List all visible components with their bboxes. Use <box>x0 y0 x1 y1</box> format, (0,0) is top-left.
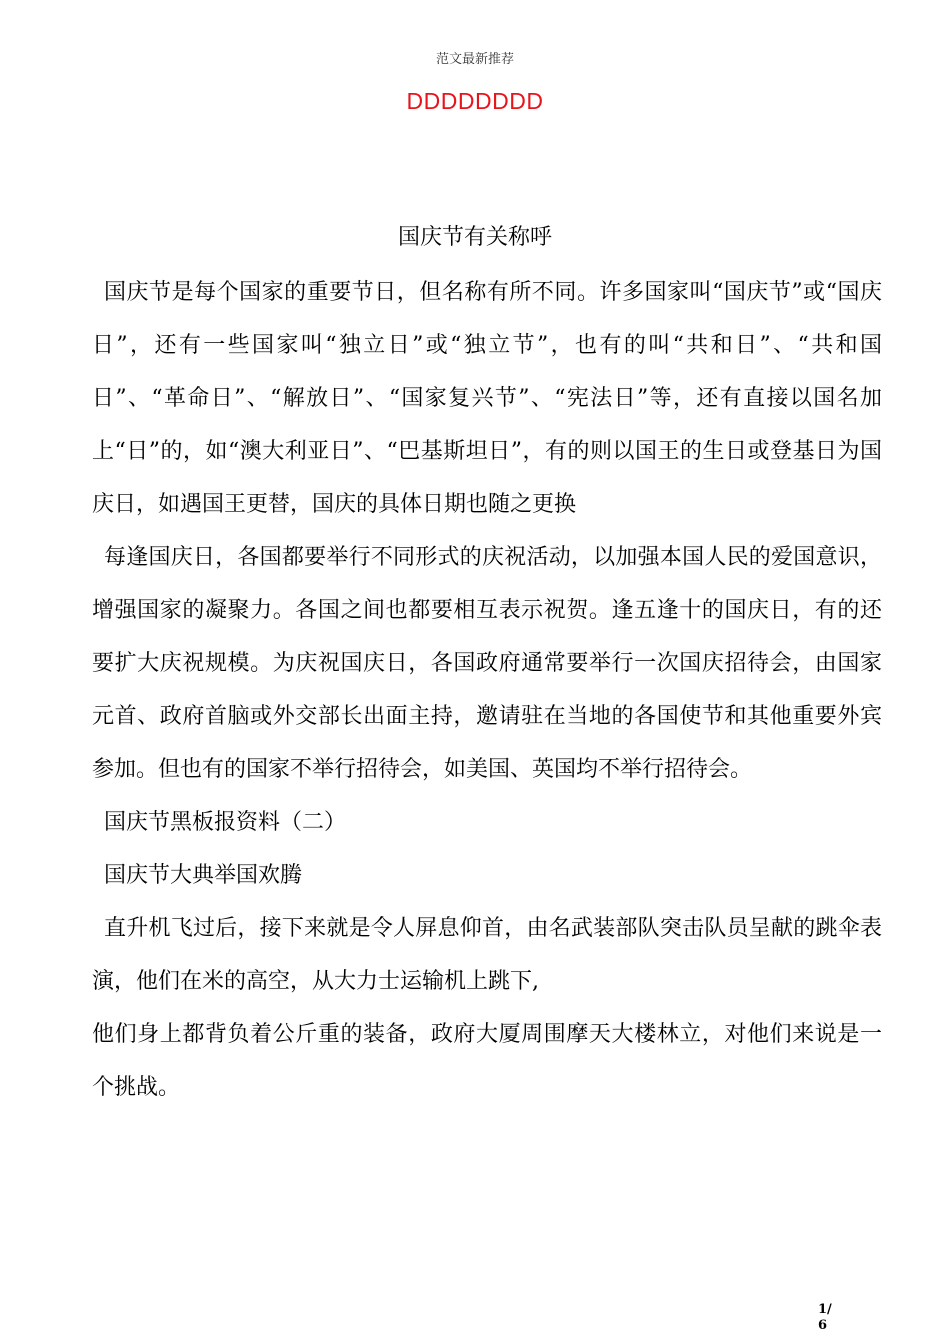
paragraph-national-day-names: 国庆节是每个国家的重要节日，但名称有所不同。许多国家叫“国庆节”或“国庆日”，还有一些国家叫“独立日”或“独立节”，也有的叫“共和日”、“共和国日”、“革命日”、“解放日”、“国家复兴节”、“宪法日”等，还有直接以国名加上“日”的，如“澳大利亚日”、“巴基斯坦日”，有的则以国王的生日或登基日为国庆日，如遇国王更替，国庆的具体日期也随之更换 <box>92 280 882 517</box>
red-banner-title: DDDDDDDD <box>406 88 544 114</box>
header-note: 范文最新推荐 <box>435 52 514 67</box>
document-title: 国庆节有关称呼 <box>397 225 552 250</box>
paragraph-celebrations: 每逢国庆日，各国都要举行不同形式的庆祝活动，以加强本国人民的爱国意识，增强国家的凝聚力。各国之间也都要相互表示祝贺。逢五逢十的国庆日，有的还要扩大庆祝规模。为庆祝国庆日，各国政府通常要举行一次国庆招待会，由国家元首、政府首脑或外交部长出面主持，邀请驻在当地的各国使节和其他重要外宾参加。但也有的国家不举行招待会，如美国、英国均不举行招待会。 <box>92 545 882 782</box>
document-body <box>92 266 882 1114</box>
section-heading-ceremony: 国庆节大典举国欢腾 <box>104 863 303 888</box>
section-heading-blackboard: 国庆节黑板报资料（二） <box>104 810 347 835</box>
page-number: 1/6 <box>818 1302 832 1333</box>
paragraph-parachute-show: 直升机飞过后，接下来就是令人屏息仰首，由名武装部队突击队员呈献的跳伞表演，他们在米的高空，从大力士运输机上跳下, <box>92 916 882 994</box>
paragraph-equipment-challenge: 他们身上都背负着公斤重的装备，政府大厦周围摩天大楼林立，对他们来说是一个挑战。 <box>92 1022 882 1100</box>
